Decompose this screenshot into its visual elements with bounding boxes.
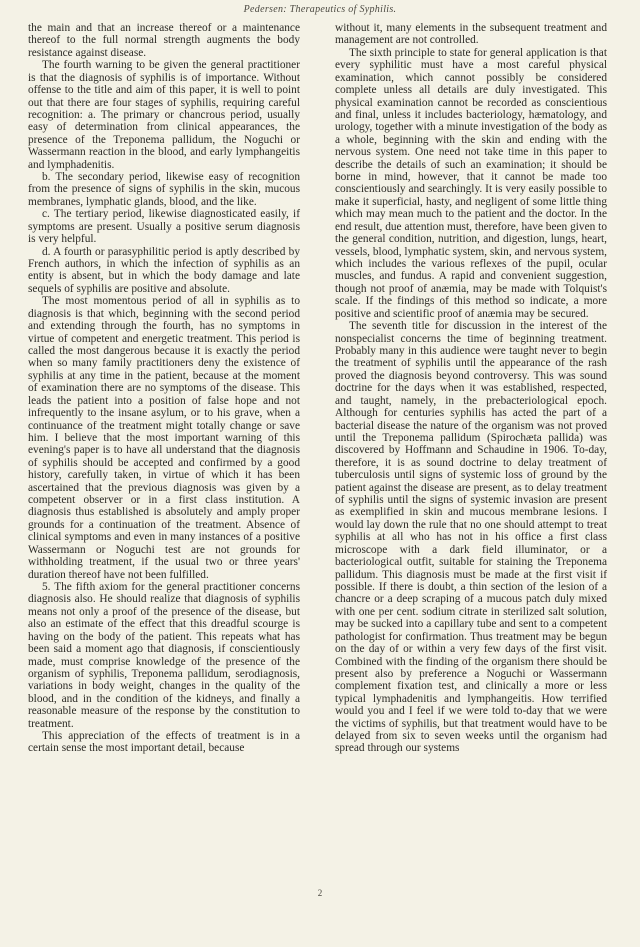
running-head: Pedersen: Therapeutics of Syphilis. [243,4,397,15]
paragraph: the main and that an increase thereof or a maintenance thereof to the full normal strength augments the body resistance against disease. [28,22,300,59]
paragraph: This appreciation of the effects of treatment is in a certain sense the most important detail, because [28,730,300,755]
paragraph: 5. The fifth axiom for the general practitioner concerns diagnosis also. He should realize that diagnosis of syphilis means not only a proof of the presence of the disease, but also an estimate of the effect that this dreadful scourge is having on the body of the patient. This repeats what has been said a moment ago that diagnosis, if conscientiously made, must comprise knowledge of the presence of the organism of syphilis, Treponema pallidum, serodiagnosis, variations in body weight, changes in the quality of the blood, and in the condition of the kidneys, and finally a reasonable measure of the response by the constitution to treatment. [28,580,300,730]
paragraph: c. The tertiary period, likewise diagnosticated easily, if symptoms are present. Usually a positive serum diagnosis is very helpful. [28,208,300,246]
page-number: 2 [317,888,323,898]
paragraph: The seventh title for discussion in the interest of the nonspecialist concerns the time of beginning treatment. Probably many in this audience were taught never to begin the treatment of syphilis until the appearance of the rash proved the diagnosis beyond controversy. This was sound doctrine for the days when it was established, respected, and taught, namely, in the prebacteriological epoch. Although for centuries syphilis has acted the part of a bacterial disease the nature of the organism was not proved until the Treponema pallidum (Spirochæta pallida) was discovered by Hoffmann and Schaudine in 1906. To-day, therefore, it is as sound doctrine to delay treatment of tuberculosis until signs of systemic loss of ground by the patient against the disease are present, as to delay treatment of syphilis until the signs of systemic invasion are present as exemplified in skin and mucous membrane lesions. I would lay down the rule that no one should attempt to treat syphilis at all who has not in his office a first class microscope with a dark field illuminator, or a bacteriological outfit, suitable for staining the Treponema pallidum. This diagnosis must be made at the first visit if possible. If there is doubt, a thin section of the lesion of a chancre or a deep scraping of a mucous patch duly mixed with one per cent. sodium citrate in sterilized salt solution, may be sucked into a capillary tube and sent to a competent pathologist for confirmation. Thus treatment may be begun on the day of or within a very few days of the first visit. Combined with the finding of the organism there should be present also by preference a Noguchi or Wassermann complement fixation test, and clinically a more or less typical lymphadenitis and lymphangeitis. How terrified would you and I feel if we were told to-day that we were the victims of syphilis, but that treatment would have to be delayed from six to seven weeks until the organism had spread through our systems [335,320,607,755]
right-column [335,22,607,755]
paragraph: The sixth principle to state for general application is that every syphilitic must have a most careful physical examination, which cannot possibly be considered complete unless all details are duly investigated. This physical examination cannot be recorded as conscientious and final, unless it includes bacteriology, hæmatology, and urology, together with a minute investigation of the body as a whole, beginning with the skin and ending with the nervous system. One need not take time in this paper to describe the details of such an examination; it should be borne in mind, however, that it cannot be made too conscientiously and searchingly. It is very easily possible to make it superficial, hasty, and negligent of some little thing which may mean much to the patient and the doctor. In the end result, due attention must, therefore, have been given to the general condition, nutrition, and digestion, lungs, heart, vessels, blood, lymphatic system, skin, and nervous system, which includes the various reflexes of the pupil, ocular muscles, and fundus. A rapid and convenient suggestion, though not proof of anæmia, may be made with Tolquist's scale. If the findings of this method so indicate, a more positive and scientific proof of anæmia may be secured. [335,46,607,320]
paragraph: d. A fourth or parasyphilitic period is aptly described by French authors, in which the infection of syphilis as an entity is absent, but in which the body damage and late sequels of syphilis are positive and absolute. [28,245,300,295]
left-column [28,22,300,755]
paragraph: b. The secondary period, likewise easy of recognition from the presence of signs of syphilis in the skin, mucous membranes, lymphatic glands, blood, and the like. [28,171,300,208]
paragraph: The most momentous period of all in syphilis as to diagnosis is that which, beginning with the second period and extending through the fourth, has no symptoms in virtue of competent and energetic treatment. This period is called the most dangerous because it is exactly the period when so many family practitioners deny the existence of syphilis at any time in the patient, because at the moment of examination there are no symptoms of the disease. This leads the patient into a position of false hope and not infrequently to the insane asylum, or to his grave, when a continuance of the treatment might totally change or save him. I believe that the most important warning of this evening's paper is to have all understand that the diagnosis of syphilis should be accepted and confirmed by a good history, carefully taken, in virtue of which it has been ascertained that the previous diagnosis was given by a competent observer or in a first class institution. A diagnosis thus established is absolutely and amply proper grounds for a continuation of the treatment. Absence of clinical symptoms and even in many instances of a positive Wassermann or Noguchi test are not grounds for withholding treatment, if the usual two or three years' duration thereof have not been fulfilled. [28,295,300,581]
paragraph: without it, many elements in the subsequent treatment and management are not controlled. [335,22,607,47]
paragraph: The fourth warning to be given the general practitioner is that the diagnosis of syphilis is of importance. Without offense to the title and aim of this paper, it is well to point out that there are four stages of syphilis, requiring careful recognition: a. The primary or chancrous period, usually easy of determination from clinical appearances, the presence of the Treponema pallidum, the Noguchi or Wassermann reaction in the blood, and early lymphangeitis and lymphadenitis. [28,59,300,171]
